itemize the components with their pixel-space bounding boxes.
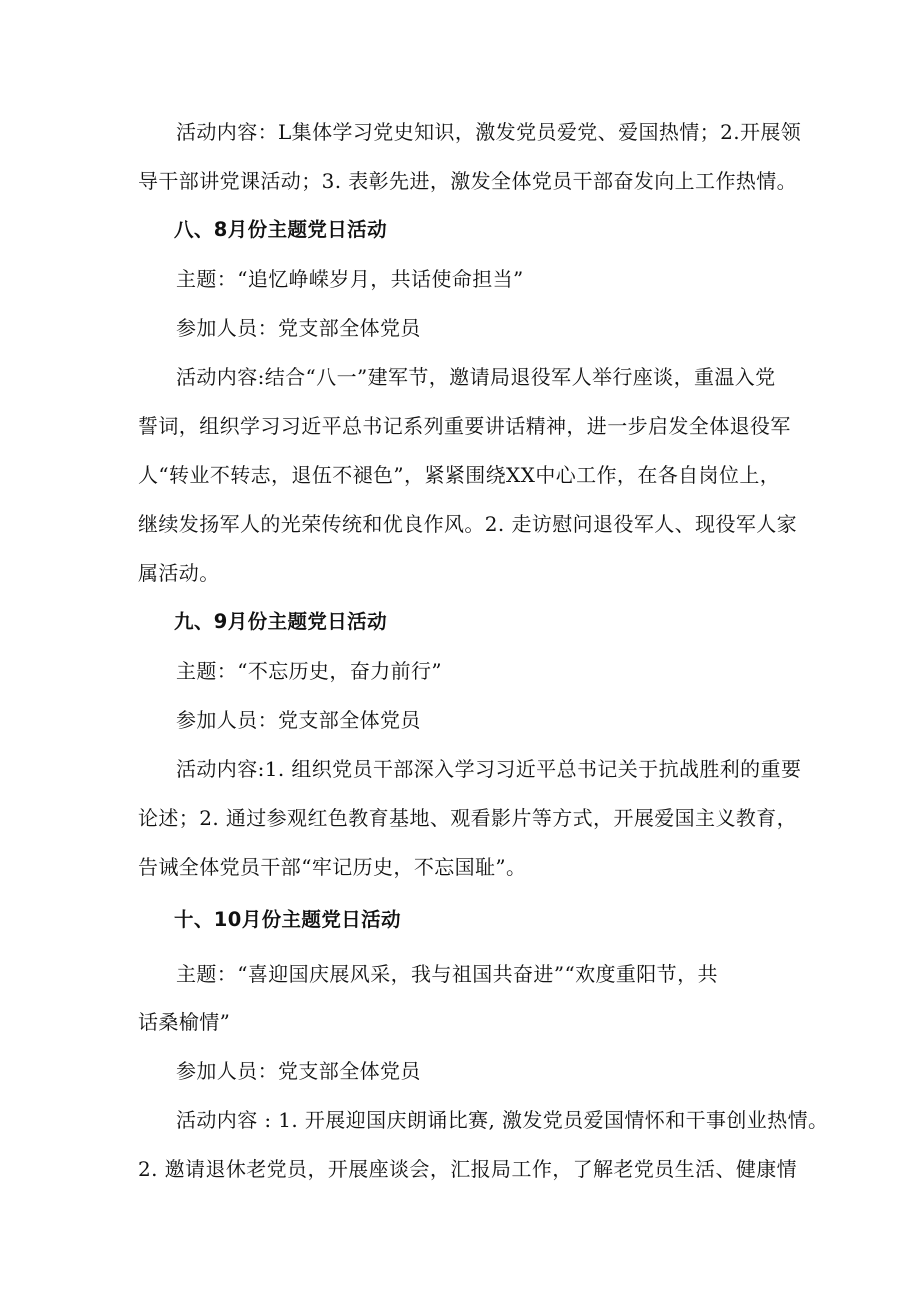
section-heading-august: 八、8月份主题党日活动 bbox=[174, 218, 387, 241]
paragraph-line: 主题：“喜迎国庆展风采，我与祖国共奋进”“欢度重阳节，共 bbox=[176, 962, 718, 986]
paragraph-line: 参加人员：党支部全体党员 bbox=[176, 1059, 421, 1083]
paragraph-line: 主题：“追忆峥嵘岁月，共话使命担当” bbox=[176, 267, 524, 291]
paragraph-line: 话桑榆情” bbox=[138, 1010, 231, 1034]
paragraph-line: 誓词，组织学习习近平总书记系列重要讲话精神，进一步启发全体退役军 bbox=[138, 414, 791, 438]
paragraph-line: 活动内容：L集体学习党史知识，激发党员爱党、爱国热情；2.开展领 bbox=[176, 120, 802, 144]
section-heading-september: 九、9月份主题党日活动 bbox=[174, 610, 387, 633]
paragraph-line: 主题：“不忘历史，奋力前行” bbox=[176, 659, 443, 683]
section-heading-october: 十、10月份主题党日活动 bbox=[174, 908, 401, 931]
paragraph-line: 2. 邀请退休老党员，开展座谈会，汇报局工作，了解老党员生活、健康情 bbox=[138, 1157, 798, 1181]
paragraph-line: 活动内容 : 1. 开展迎国庆朗诵比赛, 激发党员爱国情怀和干事创业热情。 bbox=[176, 1108, 829, 1132]
paragraph-line: 参加人员：党支部全体党员 bbox=[176, 708, 421, 732]
paragraph-line: 继续发扬军人的光荣传统和优良作风。2. 走访慰问退役军人、现役军人家 bbox=[138, 512, 798, 536]
paragraph-line: 属活动。 bbox=[138, 561, 220, 585]
paragraph-line: 人“转业不转志，退伍不褪色”，紧紧围绕XX中心工作，在各自岗位上， bbox=[138, 463, 781, 487]
paragraph-line: 参加人员：党支部全体党员 bbox=[176, 316, 421, 340]
paragraph-line: 活动内容:1. 组织党员干部深入学习习近平总书记关于抗战胜利的重要 bbox=[176, 757, 802, 781]
paragraph-line: 导干部讲党课活动；3. 表彰先进，激发全体党员干部奋发向上工作热情。 bbox=[138, 169, 798, 193]
paragraph-line: 活动内容:结合“八一”建军节，邀请局退役军人举行座谈，重温入党 bbox=[176, 365, 776, 389]
paragraph-line: 论述；2. 通过参观红色教育基地、观看影片等方式，开展爱国主义教育， bbox=[138, 806, 798, 830]
paragraph-line: 告诫全体党员干部“牢记历史，不忘国耻”。 bbox=[138, 855, 527, 879]
